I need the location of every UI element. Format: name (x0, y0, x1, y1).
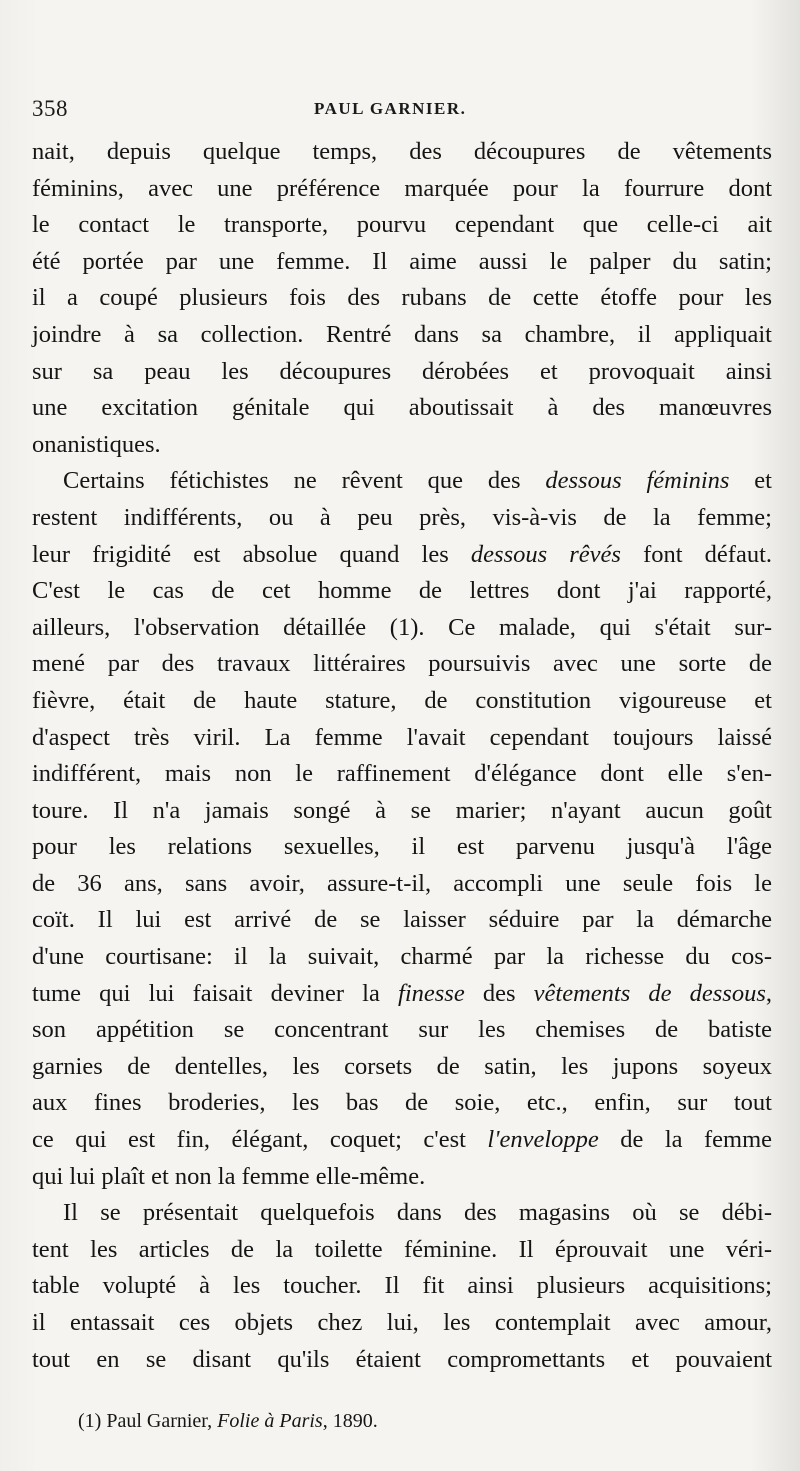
text-line: tout en se disant qu'ils étaient compromettants et pouvaient (32, 1345, 772, 1373)
text-line: table volupté à les toucher. Il fit ainsi plusieurs acquisitions; (32, 1272, 772, 1300)
footnote-prefix: (1) Paul Garnier, (78, 1410, 218, 1432)
text-line: une excitation génitale qui aboutissait à des manœuvres (32, 394, 772, 422)
text-line: garnies de dentelles, les corsets de satin, les jupons soyeux (32, 1052, 772, 1080)
paragraph-2 (32, 463, 772, 1195)
text-line: ailleurs, l'observation détaillée (1). Ce malade, qui s'était sur- (32, 613, 772, 641)
text-line: Il se présentait quelquefois dans des magasins où se débi- (63, 1199, 772, 1227)
text-line: le contact le transporte, pourvu cependant que celle-ci ait (32, 211, 772, 239)
text-line: toure. Il n'a jamais songé à se marier; n'ayant aucun goût (32, 796, 772, 824)
text-line: féminins, avec une préférence marquée pour la fourrure dont (32, 174, 772, 202)
footnote (78, 1410, 378, 1433)
running-title: PAUL GARNIER. (314, 99, 467, 118)
text-line: pour les relations sexuelles, il est parvenu jusqu'à l'âge (32, 833, 772, 861)
text-line: tume qui lui faisait deviner la finesse des vêtements de dessous, (32, 979, 772, 1007)
text-line: d'une courtisane: il la suivait, charmé par la richesse du cos- (32, 943, 772, 971)
footnote-suffix: , 1890. (322, 1410, 378, 1432)
italic-text: vêtements de dessous (533, 979, 766, 1007)
italic-text: dessous rêvés (470, 540, 621, 568)
text-line: ce qui est fin, élégant, coquet; c'est l'enveloppe de la femme (32, 1126, 773, 1154)
text-line: Certains fétichistes ne rêvent que des dessous féminins et (63, 467, 772, 495)
text-line: aux fines broderies, les bas de soie, etc., enfin, sur tout (32, 1089, 772, 1117)
text-line: son appétition se concentrant sur les chemises de batiste (32, 1016, 772, 1044)
text-line: restent indifférents, ou à peu près, vis-à-vis de la femme; (32, 503, 772, 531)
text-line: il entassait ces objets chez lui, les contemplait avec amour, (32, 1309, 772, 1336)
text-line: été portée par une femme. Il aime aussi le palper du satin; (32, 247, 772, 275)
paragraph-3 (32, 1195, 772, 1378)
page-number: 358 (32, 96, 68, 121)
text-line: d'aspect très viril. La femme l'avait cependant toujours laissé (32, 723, 772, 751)
italic-text: finesse (398, 979, 465, 1007)
text-line: onanistiques. (32, 430, 161, 458)
text-line: fièvre, était de haute stature, de constitution vigoureuse et (32, 686, 772, 714)
footnote-title: Folie à Paris (217, 1410, 323, 1432)
running-head (32, 96, 772, 126)
text-line: il a coupé plusieurs fois des rubans de cette étoffe pour les (32, 284, 772, 312)
text-line: mené par des travaux littéraires poursuivis avec une sorte de (32, 650, 772, 678)
text-line: coït. Il lui est arrivé de se laisser séduire par la démarche (32, 906, 772, 934)
text-line: tent les articles de la toilette féminine. Il éprouvait une véri- (32, 1235, 772, 1263)
text-line: leur frigidité est absolue quand les dessous rêvés font défaut. (32, 540, 773, 568)
text-line: de 36 ans, sans avoir, assure-t-il, accompli une seule fois le (32, 869, 772, 897)
text-line: indifférent, mais non le raffinement d'élégance dont elle s'en- (32, 760, 772, 788)
paragraph-1 (32, 134, 772, 463)
body-text (32, 134, 772, 1378)
italic-text: dessous féminins (545, 467, 730, 495)
text-line: joindre à sa collection. Rentré dans sa chambre, il appliquait (32, 320, 772, 348)
italic-text: l'enveloppe (487, 1126, 599, 1154)
text-line: sur sa peau les découpures dérobées et provoquait ainsi (32, 357, 772, 385)
text-line: qui lui plaît et non la femme elle-même. (32, 1162, 426, 1190)
text-line: nait, depuis quelque temps, des découpures de vêtements (32, 138, 772, 165)
text-line: C'est le cas de cet homme de lettres dont j'ai rapporté, (32, 577, 772, 605)
